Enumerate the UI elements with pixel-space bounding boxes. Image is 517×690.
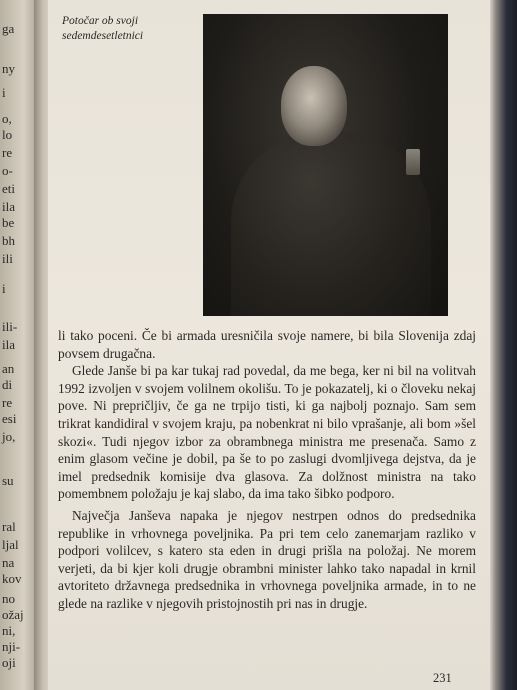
- facing-page-fragment: ila: [2, 337, 15, 352]
- facing-page-fragment: o-: [2, 163, 13, 178]
- photo-figure-body: [231, 132, 431, 316]
- background-edge: [490, 0, 517, 690]
- facing-page-fragment: ga: [2, 21, 15, 36]
- facing-page-fragment: ili-: [2, 319, 18, 334]
- facing-page-fragment: nji-: [2, 639, 21, 654]
- facing-page-fragment: ni,: [2, 623, 16, 638]
- facing-page-fragment: na: [2, 555, 15, 570]
- facing-page-fragment: re: [2, 145, 13, 160]
- facing-page-fragment: o,: [2, 111, 12, 126]
- facing-page-fragment: esi: [2, 411, 17, 426]
- facing-page-fragment: no: [2, 591, 15, 606]
- facing-page-fragment: eti: [2, 181, 15, 196]
- facing-page-fragment: su: [2, 473, 14, 488]
- paragraph: Največja Janševa napaka je njegov nestrpen odnos do predsednika republike in vrhovnega poveljnika. Pa pri tem celo zanemarjam razliko v podpori volilcev, s katero sta eden in drugi prišla na položaj. Ne morem verjeti, da bi kjer koli drugje obrambni minister lahko tako napadal in krnil avtoriteto državnega predsednika in vrhovnega poveljnika armade, in to ne glede na razlike v njegovih pristojnostih pri nas in drugje.: [58, 507, 476, 611]
- photo-glass: [406, 149, 420, 175]
- facing-page-fragment: jo,: [2, 429, 16, 444]
- facing-page-fragment: ral: [2, 519, 16, 534]
- page-number: 231: [433, 671, 452, 685]
- facing-page-fragment: ila: [2, 199, 15, 214]
- photo-caption: Potočar ob svoji sedemdesetletnici: [62, 15, 144, 42]
- facing-page-fragment: kov: [2, 571, 22, 586]
- photo-figure-head: [281, 66, 347, 146]
- facing-page-fragment: lo: [2, 127, 13, 142]
- facing-page-fragment: ny: [2, 61, 15, 76]
- facing-page-fragment: i: [2, 281, 6, 296]
- body-text: [58, 327, 476, 613]
- facing-page-fragment: di: [2, 377, 13, 392]
- facing-page-fragment: re: [2, 395, 13, 410]
- facing-page-fragment: i: [2, 85, 6, 100]
- paragraph: Glede Janše bi pa kar tukaj rad povedal, da me bega, ker ni bil na volitvah 1992 izvoljen v svojem volilnem okolišu. To je pokazatelj, ki o človeku nekaj pove. Ni prepričljiv, če ga ne trpijo tisti, ki ga najbolj poznajo. Sam sem trikrat kandidiral v svojem kraju, pa nobenkrat ni bilo vprašanje, ali bom »šel skozi«. Tudi njegov izbor za obrambnega ministra me presenača. Samo z enim glasom večine je dobil, pa še to po zaslugi dvomljivega dejstva, da je imel predsednik komisije dva glasova. Za dolžnost ministra na tako pomembnem položaju je kaj slabo, da ima tako šibko podporo.: [58, 363, 476, 502]
- paragraph: li tako poceni. Če bi armada uresničila svoje namere, bi bila Slovenija zdaj povsem drugačna.: [58, 328, 476, 361]
- facing-page-fragment: an: [2, 361, 15, 376]
- portrait-photo: [203, 14, 448, 316]
- facing-page-fragment: oji: [2, 655, 16, 670]
- facing-page-fragment: be: [2, 215, 15, 230]
- facing-page-fragment: ožaj: [2, 607, 24, 622]
- facing-page-fragment: bh: [2, 233, 15, 248]
- facing-page-fragment: ljal: [2, 537, 19, 552]
- facing-page-fragment: ili: [2, 251, 13, 266]
